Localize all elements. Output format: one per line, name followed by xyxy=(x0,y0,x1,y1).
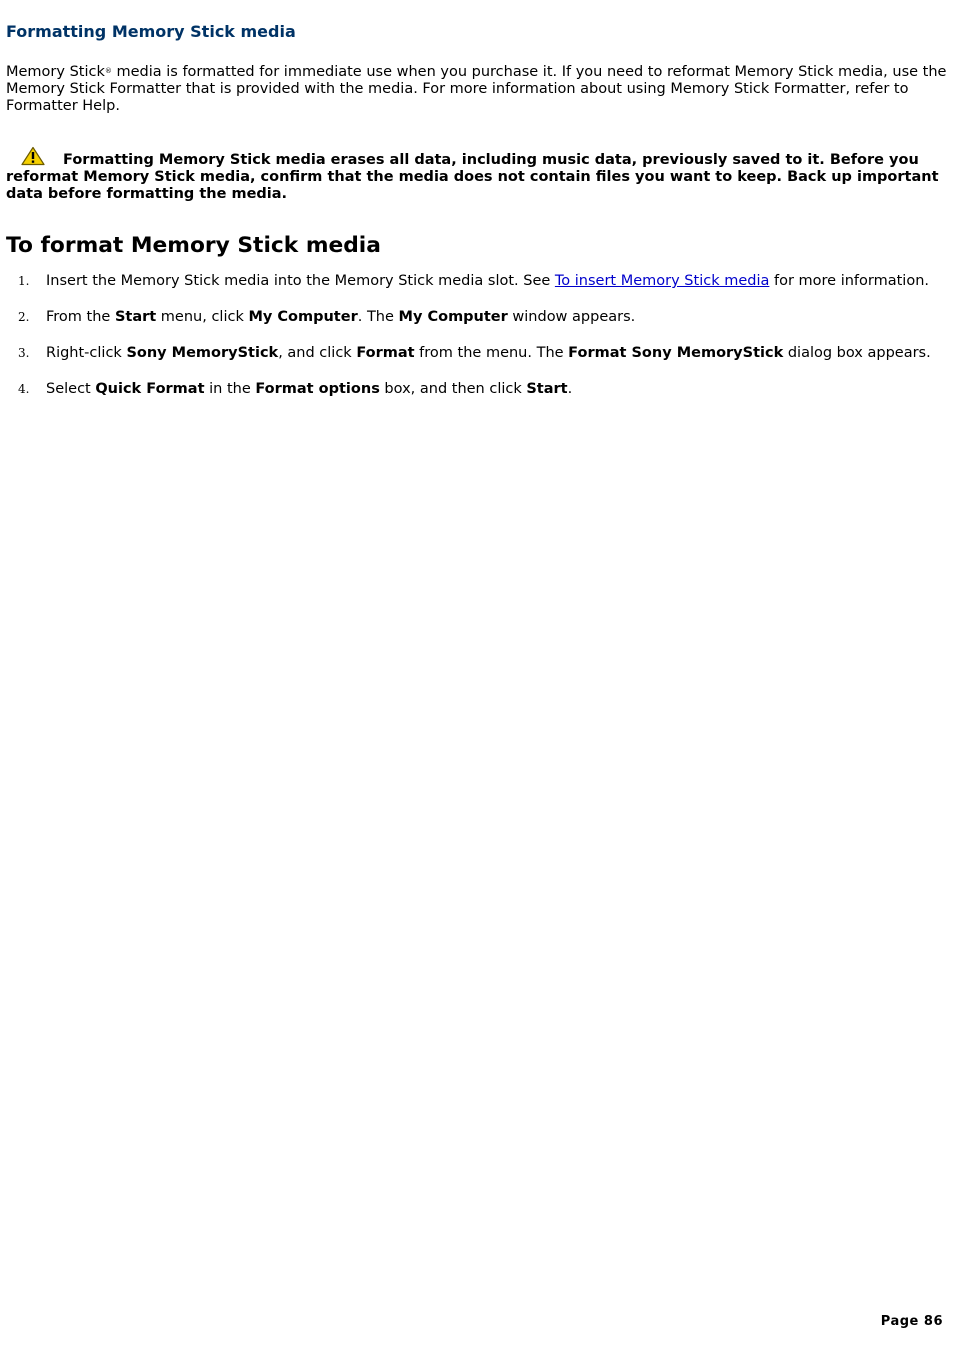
step-number: 3. xyxy=(18,346,30,360)
intro-paragraph xyxy=(6,64,948,115)
ui-term: Format Sony MemoryStick xyxy=(568,345,784,361)
step-text: box, and then click xyxy=(379,381,527,397)
step-number: 1. xyxy=(18,274,30,288)
step-text: . xyxy=(567,381,573,397)
step-text: in the xyxy=(204,381,256,397)
step-text: From the xyxy=(46,309,115,325)
step-text: Insert the Memory Stick media into the Memory Stick media slot. See xyxy=(46,273,555,289)
ui-term: Format options xyxy=(255,381,380,397)
ui-term: My Computer xyxy=(398,309,508,325)
step-4 xyxy=(6,381,948,398)
procedure-steps xyxy=(6,273,948,417)
ui-term: Start xyxy=(114,309,157,325)
step-2 xyxy=(6,309,948,326)
step-number: 2. xyxy=(18,310,30,324)
warning-note xyxy=(6,152,948,203)
step-text: dialog box appears. xyxy=(783,345,931,361)
step-text: , and click xyxy=(278,345,357,361)
registered-mark: ® xyxy=(104,67,112,75)
procedure-heading: To format Memory Stick media xyxy=(6,233,381,258)
step-1 xyxy=(6,273,948,290)
step-3 xyxy=(6,345,948,362)
step-text: for more information. xyxy=(769,273,929,289)
step-text: Select xyxy=(46,381,96,397)
ui-term: Format xyxy=(356,345,415,361)
ui-term: Start xyxy=(526,381,568,397)
insert-memory-stick-link[interactable]: To insert Memory Stick media xyxy=(554,273,770,289)
ui-term: Sony MemoryStick xyxy=(126,345,279,361)
step-text: window appears. xyxy=(507,309,636,325)
step-text: Right-click xyxy=(46,345,127,361)
ui-term: Quick Format xyxy=(95,381,205,397)
step-text: from the menu. The xyxy=(414,345,569,361)
step-text: menu, click xyxy=(156,309,249,325)
warning-text: Formatting Memory Stick media erases all data, including music data, previously saved to it. Before you reformat Memory Stick media, confirm that the media does not contain files you want to keep. Back up important data before formatting the media. xyxy=(6,152,939,202)
step-number: 4. xyxy=(18,382,30,396)
intro-text-start: Memory Stick xyxy=(6,64,105,80)
ui-term: My Computer xyxy=(248,309,358,325)
page-title: Formatting Memory Stick media xyxy=(6,22,296,41)
page-number: Page 86 xyxy=(880,1314,943,1329)
step-text: . The xyxy=(357,309,399,325)
intro-text-rest: media is formatted for immediate use when you purchase it. If you need to reformat Memory Stick media, use the Memory Stick Formatter that is provided with the media. For more information about using Memory Stick Formatter, refer to Formatter Help. xyxy=(6,64,947,114)
